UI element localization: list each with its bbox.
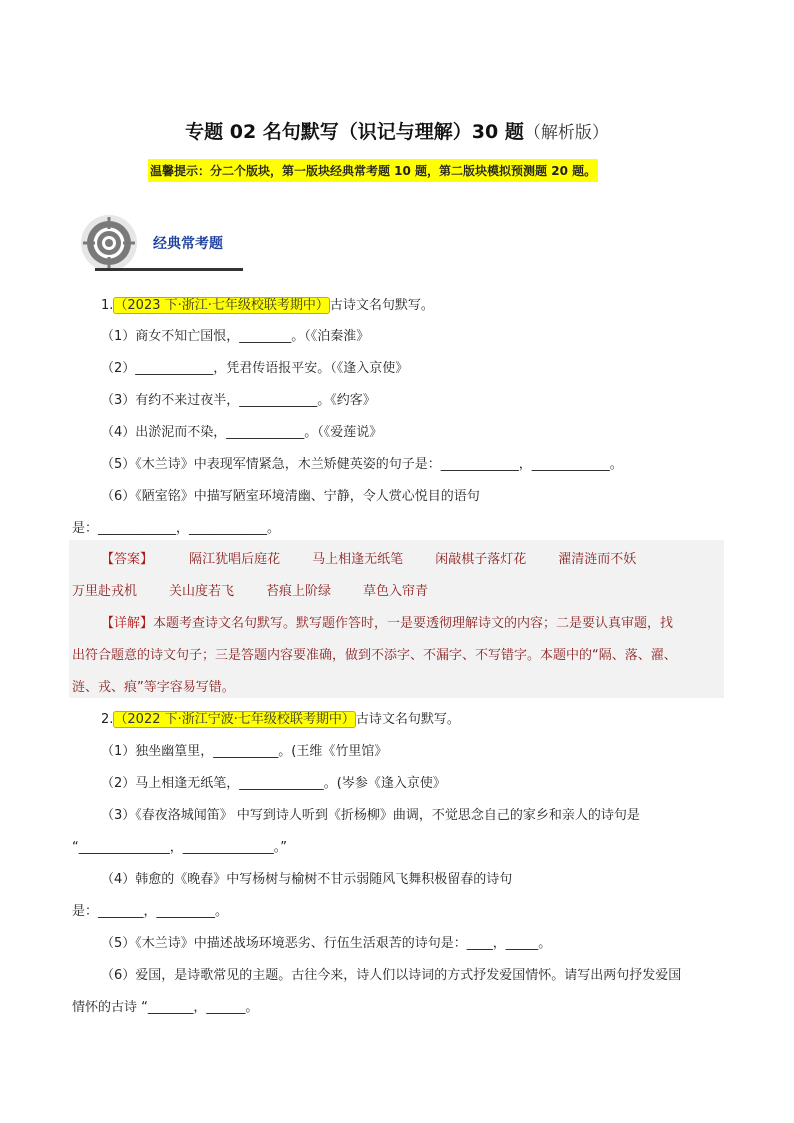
q1-detail-line-1 [101,612,673,631]
answer-item: 隔江犹唱后庭花 [189,552,281,567]
q1-answer-line-2 [72,580,460,599]
q2-stem: 古诗文名句默写。 [355,712,460,727]
q1-detail-line-2: 出符合题意的诗文句子；三是答题内容要准确，做到不添字、不漏字、不写错字。本题中的“隔、落、濯、 [72,648,677,663]
title-sub: （解析版） [523,123,609,143]
answer-label: 【答案】 [101,552,154,567]
answer-item: 马上相逢无纸笔 [312,552,404,567]
q1-answer-line-1 [101,548,668,567]
title-main: 专题 02 名句默写（识记与理解）30 题 [185,121,524,143]
q1-header [101,294,434,313]
target-icon [80,214,138,272]
answer-item: 草色入帘青 [363,584,429,599]
q1-detail-line-3: 涟、戎、痕”等字容易写错。 [72,680,235,695]
detail-text: 本题考查诗文名句默写。默写题作答时，一是要透彻理解诗文的内容；二是要认真审题，找 [153,616,674,631]
q2-source-tag: （2022 下·浙江宁波·七年级校联考期中） [114,712,355,727]
answer-item: 关山度若飞 [169,584,235,599]
q1-item-5: （5）《木兰诗》中表现军情紧急，木兰矫健英姿的句子是：____________，____________。 [101,457,623,472]
answer-item: 万里赴戎机 [72,584,138,599]
q1-source-tag: （2023 下·浙江·七年级校联考期中） [114,298,329,313]
section-title: 经典常考题 [153,236,223,252]
q2-item-5: （5）《木兰诗》中描述战场环境恶劣、行伍生活艰苦的诗句是：____，_____。 [101,936,552,951]
tip-banner: 温馨提示：分二个版块，第一版块经典常考题 10 题，第二版块模拟预测题 20 题。 [148,159,598,182]
q1-item-6: （6）《陋室铭》中描写陋室环境清幽、宁静，令人赏心悦目的语句 [101,489,480,504]
q2-item-4-cont: 是：_______，_________。 [72,904,229,919]
q2-number: 2. [101,712,114,727]
q2-header [101,708,460,727]
q2-item-3-cont: “______________，______________。” [72,840,287,855]
q1-number: 1. [101,298,114,313]
q2-item-4: （4）韩愈的《晚春》中写杨树与榆树不甘示弱随风飞舞积极留春的诗句 [101,872,513,887]
q1-item-6-cont: 是：____________，____________。 [72,521,281,536]
q2-item-2: （2）马上相逢无纸笔，_____________。(岑参《逢入京使》 [101,776,446,791]
q2-item-3: （3）《春夜洛城闻笛》 中写到诗人听到《折杨柳》曲调，不觉思念自己的家乡和亲人的诗句是 [101,808,640,823]
q1-stem: 古诗文名句默写。 [329,298,434,313]
q1-item-1: （1）商女不知亡国恨，________。（《泊秦淮》 [101,329,370,344]
detail-label: 【详解】 [101,616,154,631]
page-title [0,117,794,144]
q2-item-6-cont: 情怀的古诗 “_______，______。 [72,1000,259,1015]
q2-item-6: （6）爱国，是诗歌常见的主题。古往今来，诗人们以诗词的方式抒发爱国情怀。请写出两句抒发爱国 [101,968,682,983]
q1-item-4: （4）出淤泥而不染，____________。（《爱莲说》 [101,425,383,440]
answer-item: 苔痕上阶绿 [266,584,332,599]
q1-item-3: （3）有约不来过夜半，____________。《约客》 [101,393,376,408]
q2-item-1: （1）独坐幽篁里，__________。(王维《竹里馆》 [101,744,388,759]
q1-item-2: （2）____________，凭君传语报平安。（《逢入京使》 [101,361,409,376]
answer-item: 闲敲棋子落灯花 [435,552,527,567]
answer-item: 濯清涟而不妖 [558,552,637,567]
section-underline [95,268,243,271]
